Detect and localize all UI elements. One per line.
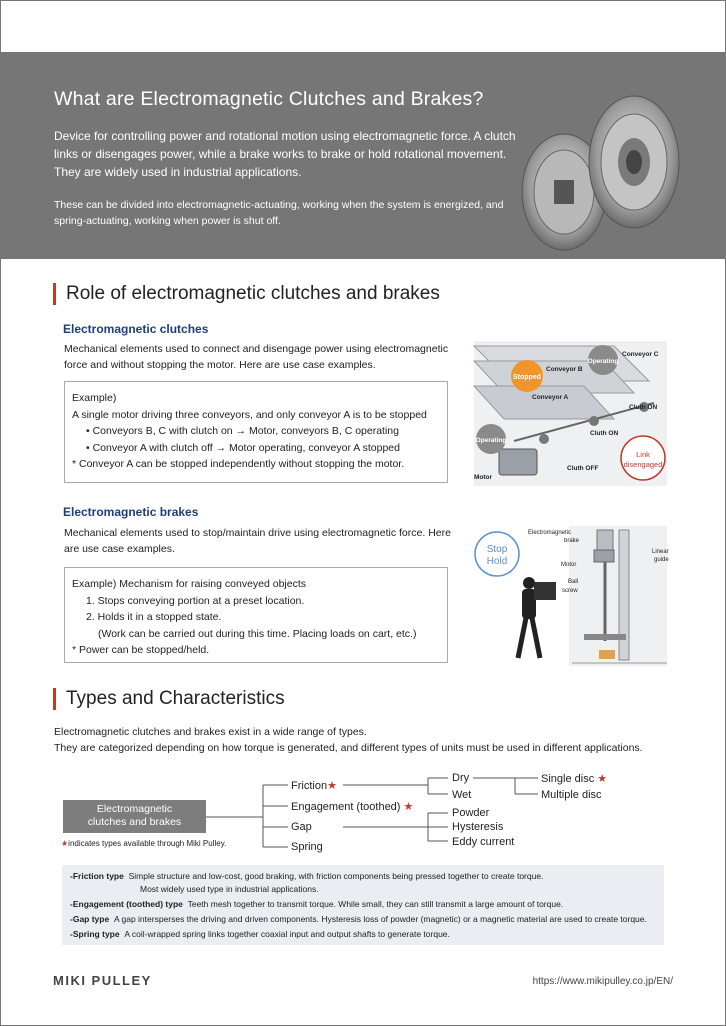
note-friction-text: Simple structure and low-cost, good braking, with friction components being pressed together to create torque.: [128, 871, 544, 881]
node-engagement: [291, 800, 413, 813]
star-legend: [61, 839, 226, 848]
hero-lead: Device for controlling power and rotational motion using electromagnetic force. A clutch links or disengages power, while a brake works to brake or hold rotational movement. They are widely used in industrial applications.: [54, 129, 516, 179]
note-friction: [70, 870, 656, 896]
node-friction-label: Friction: [291, 780, 328, 792]
example-note: * Power can be stopped/held.: [72, 644, 210, 656]
note-gap-text: A gap intersperses the driving and driven components. Hysteresis loss of powder (magnetic) or a magnetic material are used to create torque.: [113, 914, 647, 924]
label-linear: Linear: [652, 549, 669, 555]
type-notes: [62, 865, 664, 945]
label-stop: Stop: [486, 544, 508, 555]
types-intro-2: They are categorized depending on how torque is generated, and different types of units must be used in different applications.: [54, 742, 643, 754]
clutches-desc: Mechanical elements used to connect and disengage power using electromagnetic force and without stopping the motor. Here are use case examples.: [64, 343, 449, 371]
note-spring-label: -Spring type: [70, 929, 120, 939]
label-screw: screw: [562, 588, 578, 594]
label-hold: Hold: [486, 556, 508, 567]
node-friction: [291, 779, 337, 792]
label-operating: Operating: [587, 358, 619, 365]
label-brake: Electromagnetic: [528, 530, 572, 536]
label-motor: Motor: [561, 562, 577, 568]
tree-root-line-2: clutches and brakes: [87, 816, 182, 828]
label-link: Link: [636, 450, 650, 459]
star-icon: ★: [61, 839, 69, 848]
note-engagement-text: Teeth mesh together to transmit torque. While small, they can still transmit a large amount of torque.: [187, 899, 564, 909]
star-icon: ★: [403, 801, 414, 813]
node-powder: Powder: [452, 807, 490, 819]
note-friction-label: -Friction type: [70, 871, 124, 881]
example-step: 1. Stops conveying portion at a preset location.: [86, 594, 305, 607]
types-intro-1: Electromagnetic clutches and brakes exist in a wide range of types.: [54, 726, 367, 738]
node-single-disc-label: Single disc: [541, 773, 595, 785]
star-icon: ★: [327, 780, 337, 792]
label-clutch-off: Cluth OFF: [567, 465, 599, 472]
footer-url-link[interactable]: https://www.mikipulley.co.jp/EN/: [532, 976, 673, 987]
note-engagement: [70, 898, 656, 911]
label-clutch-on: Cluth ON: [629, 404, 658, 411]
example-step: 2. Holds it in a stopped state.: [86, 611, 222, 623]
label-ball: Ball: [568, 579, 579, 585]
label-clutch-on: Cluth ON: [590, 430, 619, 437]
example-heading: Example): [72, 392, 117, 404]
node-gap: Gap: [291, 821, 312, 833]
star-icon: ★: [597, 773, 608, 785]
example-line: A single motor driving three conveyors, and only conveyor A is to be stopped: [72, 408, 427, 421]
conveyor-drawing: [474, 341, 667, 486]
lift-drawing: [474, 526, 667, 666]
label-operating: Operating: [475, 437, 507, 444]
label-conveyor-a: Conveyor A: [532, 394, 569, 401]
clutches-example-box: [64, 381, 448, 483]
conveyor-illustration: [474, 341, 667, 486]
brakes-desc: Mechanical elements used to stop/maintain drive using electromagnetic force. Here are use case examples.: [64, 527, 451, 555]
note-gap-label: -Gap type: [70, 914, 110, 924]
section-title-types: Types and Characteristics: [53, 688, 285, 710]
label-conveyor-c: Conveyor C: [622, 351, 659, 358]
hero-sub: These can be divided into electromagnetic-actuating, working when the system is energized, and spring-actuating, working when power is shut off.: [54, 199, 504, 227]
example-bullet: • Conveyors B, C with clutch on → Motor, conveyors B, C operating: [86, 425, 399, 437]
node-wet: Wet: [452, 789, 472, 801]
tree-root-line-1: Electromagnetic: [96, 803, 173, 815]
company-logo: MIKI PULLEY: [53, 973, 152, 988]
tree-root: [63, 800, 206, 833]
example-note: * Conveyor A can be stopped independently without stopping the motor.: [72, 458, 405, 470]
brakes-example-box: [64, 567, 448, 663]
hero-title: What are Electromagnetic Clutches and Brakes?: [54, 88, 484, 110]
node-eddy-current: Eddy current: [452, 836, 515, 848]
hero-banner: [1, 52, 725, 259]
example-heading: Example) Mechanism for raising conveyed objects: [72, 578, 307, 590]
example-step-note: (Work can be carried out during this time. Placing loads on cart, etc.): [98, 627, 417, 640]
note-friction-text-2: Most widely used type in industrial applications.: [140, 884, 319, 894]
star-legend-text: indicates types available through Miki Pulley.: [68, 839, 227, 848]
note-spring: [70, 928, 656, 941]
node-spring: Spring: [291, 841, 323, 853]
node-dry: Dry: [452, 772, 470, 784]
product-image: [516, 92, 681, 252]
node-single-disc: [541, 772, 607, 785]
node-multiple-disc: Multiple disc: [541, 789, 602, 801]
note-engagement-label: -Engagement (toothed) type: [70, 899, 183, 909]
label-brake: brake: [564, 538, 580, 544]
label-conveyor-b: Conveyor B: [546, 366, 583, 373]
node-hysteresis: Hysteresis: [452, 821, 504, 833]
note-gap: [70, 913, 656, 926]
section-title-role: Role of electromagnetic clutches and brakes: [53, 283, 440, 305]
label-disengaged: disengaged: [623, 460, 663, 469]
label-motor: Motor: [474, 474, 493, 481]
clutches-title: Electromagnetic clutches: [63, 322, 209, 336]
note-spring-text: A coil-wrapped spring links together coaxial input and output shafts to generate torque.: [124, 929, 450, 939]
brakes-title: Electromagnetic brakes: [63, 505, 199, 519]
label-guide: guide: [654, 557, 669, 563]
node-engagement-label: Engagement (toothed): [291, 801, 401, 813]
label-stopped: Stopped: [513, 374, 541, 381]
lift-illustration: [474, 526, 667, 666]
example-bullet: • Conveyor A with clutch off → Motor operating, conveyor A stopped: [86, 441, 400, 454]
